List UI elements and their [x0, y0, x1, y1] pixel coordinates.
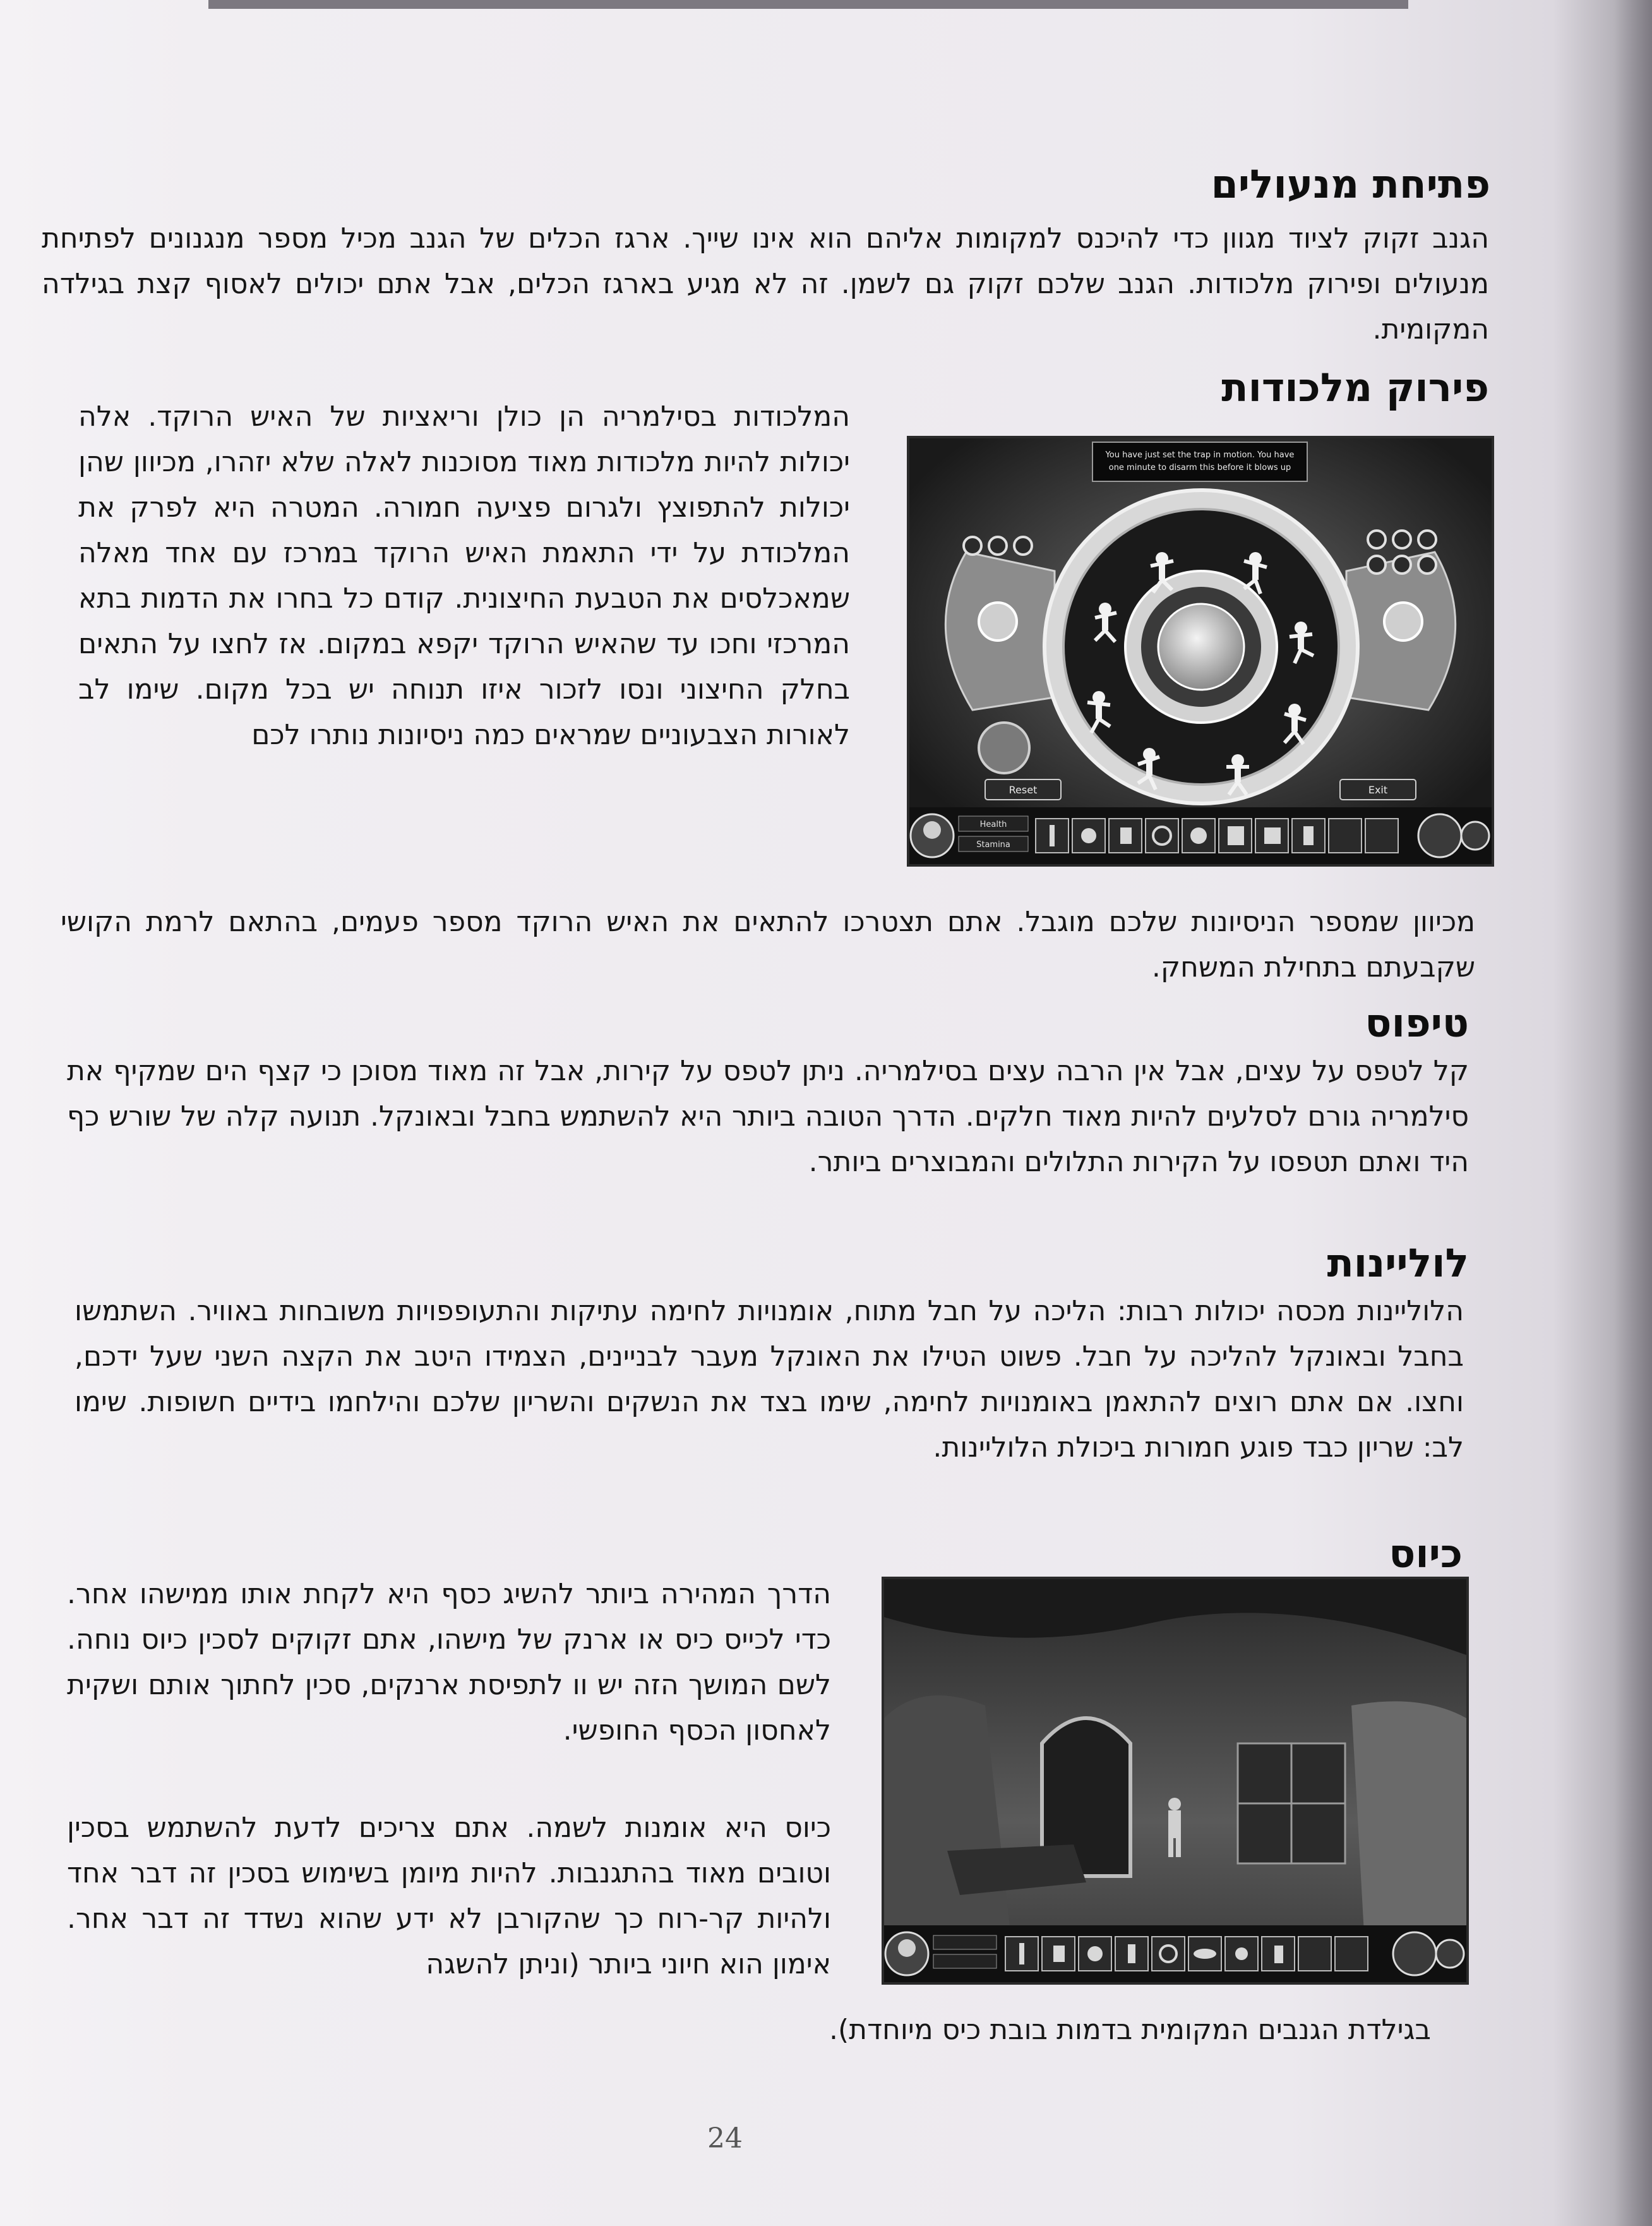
message-line-2: one minute to disarm this before it blows up: [1108, 463, 1291, 472]
paragraph-pickpocket-2: כיוס היא אומנות לשמה. אתם צריכים לדעת להשתמש בסכין וטובים מאוד בהתגנבות. להיות מיומן בשימוש בסכין זה דבר אחד ולהיות קר-רוח כך שהקורבן לא ידע שהוא נשדד זה דבר אחר. אימון הוא חיוני ביותר (וניתן להשגה: [67, 1812, 831, 1980]
hand-icon: [1418, 814, 1461, 857]
heading-acrobatics: לוליינות: [1327, 1240, 1469, 1286]
menu-icon: [1436, 1940, 1464, 1968]
heading-pickpocket: כיוס: [1389, 1531, 1463, 1577]
paragraph-traps-1: המלכודות בסילמריה הן כולן וריאציות של האיש הרוקד. אלה יכולות להיות מלכודות מאוד מסוכנות לאלה שלא יזהרו, מכיוון שהן יכולות להתפוצץ ולגרום פציעה חמורה. המטרה היא לפרק את המלכודת על ידי התאמת האיש הרוקד במרכז עם אחד מאלה שמאכלסים את הטבעת החיצונית. קודם כל בחרו את הדמות בתא המרכזי וחכו עד שהאיש הרוקד יקפא במקום. אז לחצו על התאים בחלק החיצוני ונסו לזכור איזו תנוחה יש בכל מקום. שימו לב לאורות הצבעוניים שמראים כמה ניסיונות נותרו לכם: [78, 400, 850, 751]
exit-label: Exit: [1368, 784, 1388, 796]
paragraph-pickpocket-3: בגילדת הגנבים המקומית בדמות בובת כיס מיוחדת).: [829, 2014, 1431, 2046]
trap-minigame-illustration: [909, 438, 1492, 864]
attempt-lights-left: [964, 537, 1032, 555]
pickpocket-scene-illustration: [884, 1579, 1466, 1982]
paragraph-climbing: קל לטפס על עצים, אבל אין הרבה עצים בסילמריה. ניתן לטפס על קירות, אבל זה מאוד מסוכן כי קצף הים שמקיף את סילמריה גורם לסלעים להיות מאוד חלקים. הדרך הטובה ביותר היא להשתמש בחבל ובאונקל. תנועה קלה של שורש כף היד ואתם תטפסו על הקירות התלולים והמבוצרים ביותר.: [67, 1055, 1469, 1178]
paragraph-acrobatics: הלוליינות מכסה יכולות רבות: הליכה על חבל מתוח, אומנויות לחימה עתיקות והתעופפויות משובחות באוויר. השתמשו בחבל ובאונקל להליכה על חבל. פשוט הטילו את האונקל מעבר לבניינים, הצמידו היטב את הקצה השני שעל ידכם, וחצו. אם אתם רוצים להתאמן באומנויות לחימה, שימו בצד את הנשקים והשריון שלכם והילחמו בידיים חשופות. שימו לב: שריון כבד פוגע חמורות ביכולת הלוליינות.: [75, 1295, 1464, 1464]
left-lamp: [979, 603, 1017, 641]
page-top-shadow: [208, 0, 1408, 9]
trap-minigame-screenshot: [907, 436, 1494, 867]
paragraph-pickpocket-1: הדרך המהירה ביותר להשיג כסף היא לקחת אותו ממישהו אחר. כדי לכייס כיס או ארנק של מישהו, אתם זקוקים לסכין כיוס נוחה. לשם המושך הזה יש וו לתפיסת ארנקים, סכין לחתוך אותם ושקית לאחסון הכסף החופשי.: [67, 1578, 831, 1747]
hand-icon: [1393, 1932, 1436, 1975]
health-label: Health: [979, 820, 1007, 829]
right-lamp: [1384, 603, 1422, 641]
message-line-1: You have just set the trap in motion. You have: [1105, 450, 1295, 460]
stamina-label: Stamina: [976, 840, 1010, 850]
paragraph-traps-2: מכיוון שמספר הניסיונות שלכם מוגבל. אתם תצטרכו להתאים את האיש הרוקד מספר פעמים, בהתאם לרמת הקושי שקבעתם בתחילת המשחק.: [61, 906, 1475, 984]
heading-lockpicking: פתיחת מנעולים: [1211, 161, 1490, 207]
page-fold-shadow: [1614, 0, 1652, 2226]
reset-label: Reset: [1009, 784, 1038, 796]
heading-climbing: טיפוס: [1365, 1000, 1469, 1046]
paragraph-lockpicking: הגנב זקוק לציוד מגוון כדי להיכנס למקומות אליהם הוא אינו שייך. ארגז הכלים של הגנב מכיל מספר מנגנונים לפתיחת מנעולים ופירוק מלכודות. הגנב שלכם זקוק גם לשמן. זה לא מגיע בארגז הכלים, אבל אתם יכולים לאסוף קצת בגילדה המקומית.: [42, 222, 1489, 346]
page-number: 24: [707, 2122, 743, 2155]
pickpocket-scene-screenshot: [882, 1577, 1469, 1985]
message-box: [1092, 442, 1307, 481]
menu-icon: [1461, 822, 1489, 850]
heading-traps: פירוק מלכודות: [1221, 364, 1489, 411]
center-dancer-cell: [1158, 604, 1244, 690]
